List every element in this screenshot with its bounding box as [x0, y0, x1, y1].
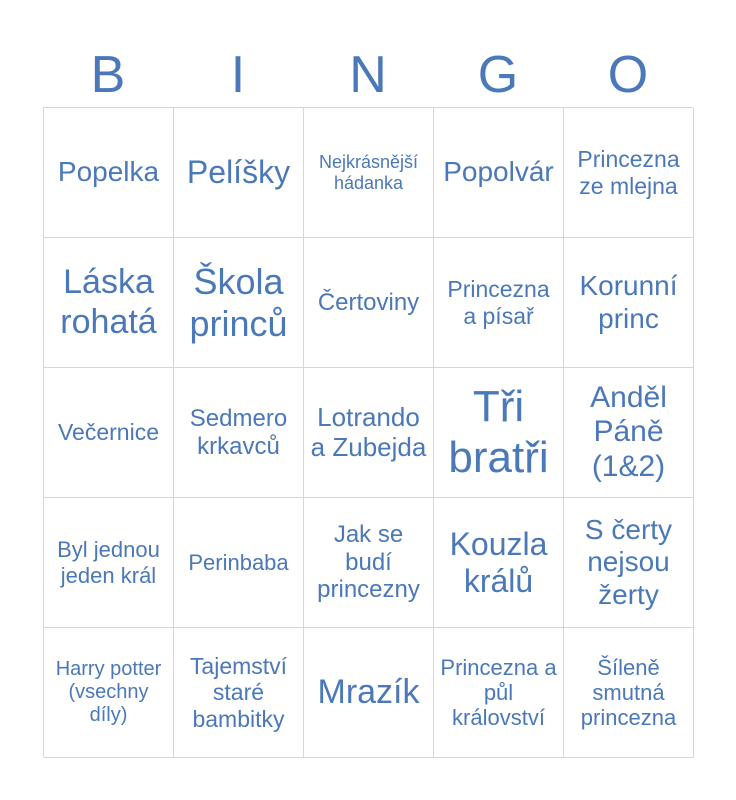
bingo-grid	[43, 107, 693, 757]
bingo-cell[interactable]	[174, 628, 304, 758]
bingo-cell-label: Anděl Páně (1&2)	[590, 380, 667, 483]
bingo-cell[interactable]	[174, 498, 304, 628]
bingo-cell-label: Tajemství staré bambitky	[189, 652, 288, 732]
bingo-cell-label: Harry potter (vsechny díly)	[55, 658, 162, 726]
bingo-cell[interactable]	[44, 238, 174, 368]
bingo-cell[interactable]	[174, 368, 304, 498]
bingo-cell[interactable]	[304, 498, 434, 628]
bingo-cell[interactable]	[304, 238, 434, 368]
bingo-cell-label: Mrazík	[317, 672, 420, 711]
header-letter-b: B	[90, 46, 126, 104]
bingo-cell-label: Princezna ze mlejna	[577, 146, 680, 199]
bingo-cell[interactable]	[434, 238, 564, 368]
bingo-cell[interactable]	[564, 238, 694, 368]
bingo-cell[interactable]	[44, 368, 174, 498]
bingo-cell[interactable]	[564, 368, 694, 498]
header-letter-n: N	[349, 46, 387, 104]
bingo-cell-label: Tři bratři	[448, 381, 549, 482]
bingo-cell-label: Popolvár	[443, 156, 554, 188]
bingo-cell-label: Šíleně smutná princezna	[580, 654, 677, 731]
bingo-cell-label: Princezna a půl království	[440, 654, 557, 731]
bingo-cell-label: Jak se budí princezny	[317, 521, 420, 604]
bingo-cell-label: Perinbaba	[188, 549, 289, 575]
bingo-cell[interactable]	[434, 368, 564, 498]
bingo-cell-label: Byl jednou jeden král	[57, 537, 160, 588]
bingo-cell-label: Láska rohatá	[60, 263, 157, 341]
bingo-cell[interactable]	[174, 238, 304, 368]
bingo-cell-label: Pelíšky	[186, 154, 291, 191]
bingo-cell-label: Popelka	[57, 156, 160, 188]
bingo-cell[interactable]	[434, 628, 564, 758]
bingo-cell[interactable]	[304, 108, 434, 238]
bingo-cell-label: S čerty nejsou žerty	[584, 514, 673, 610]
bingo-cell[interactable]	[564, 628, 694, 758]
bingo-cell[interactable]	[564, 108, 694, 238]
bingo-cell-label: Lotrando a Zubejda	[310, 401, 427, 462]
bingo-cell[interactable]	[44, 498, 174, 628]
bingo-cell-label: Princezna a písař	[447, 276, 550, 329]
bingo-cell[interactable]	[44, 108, 174, 238]
bingo-cell-label: Večernice	[57, 419, 159, 446]
bingo-header	[43, 44, 693, 106]
bingo-cell-label: Čertoviny	[317, 288, 420, 316]
header-letter-i: I	[230, 46, 246, 104]
bingo-cell[interactable]	[434, 108, 564, 238]
header-letter-o: O	[607, 46, 649, 104]
bingo-cell-label: Korunní princ	[579, 270, 678, 334]
bingo-cell[interactable]	[304, 368, 434, 498]
header-letter-g: G	[477, 46, 519, 104]
bingo-cell-label: Škola princů	[189, 261, 288, 344]
bingo-cell[interactable]	[174, 108, 304, 238]
bingo-cell-label: Sedmero krkavců	[189, 404, 288, 460]
bingo-cell[interactable]	[564, 498, 694, 628]
bingo-cell-label: Kouzla králů	[449, 525, 548, 599]
bingo-cell[interactable]	[44, 628, 174, 758]
bingo-cell[interactable]	[434, 498, 564, 628]
bingo-cell[interactable]	[304, 628, 434, 758]
bingo-cell-label: Nejkrásnější hádanka	[318, 151, 419, 193]
